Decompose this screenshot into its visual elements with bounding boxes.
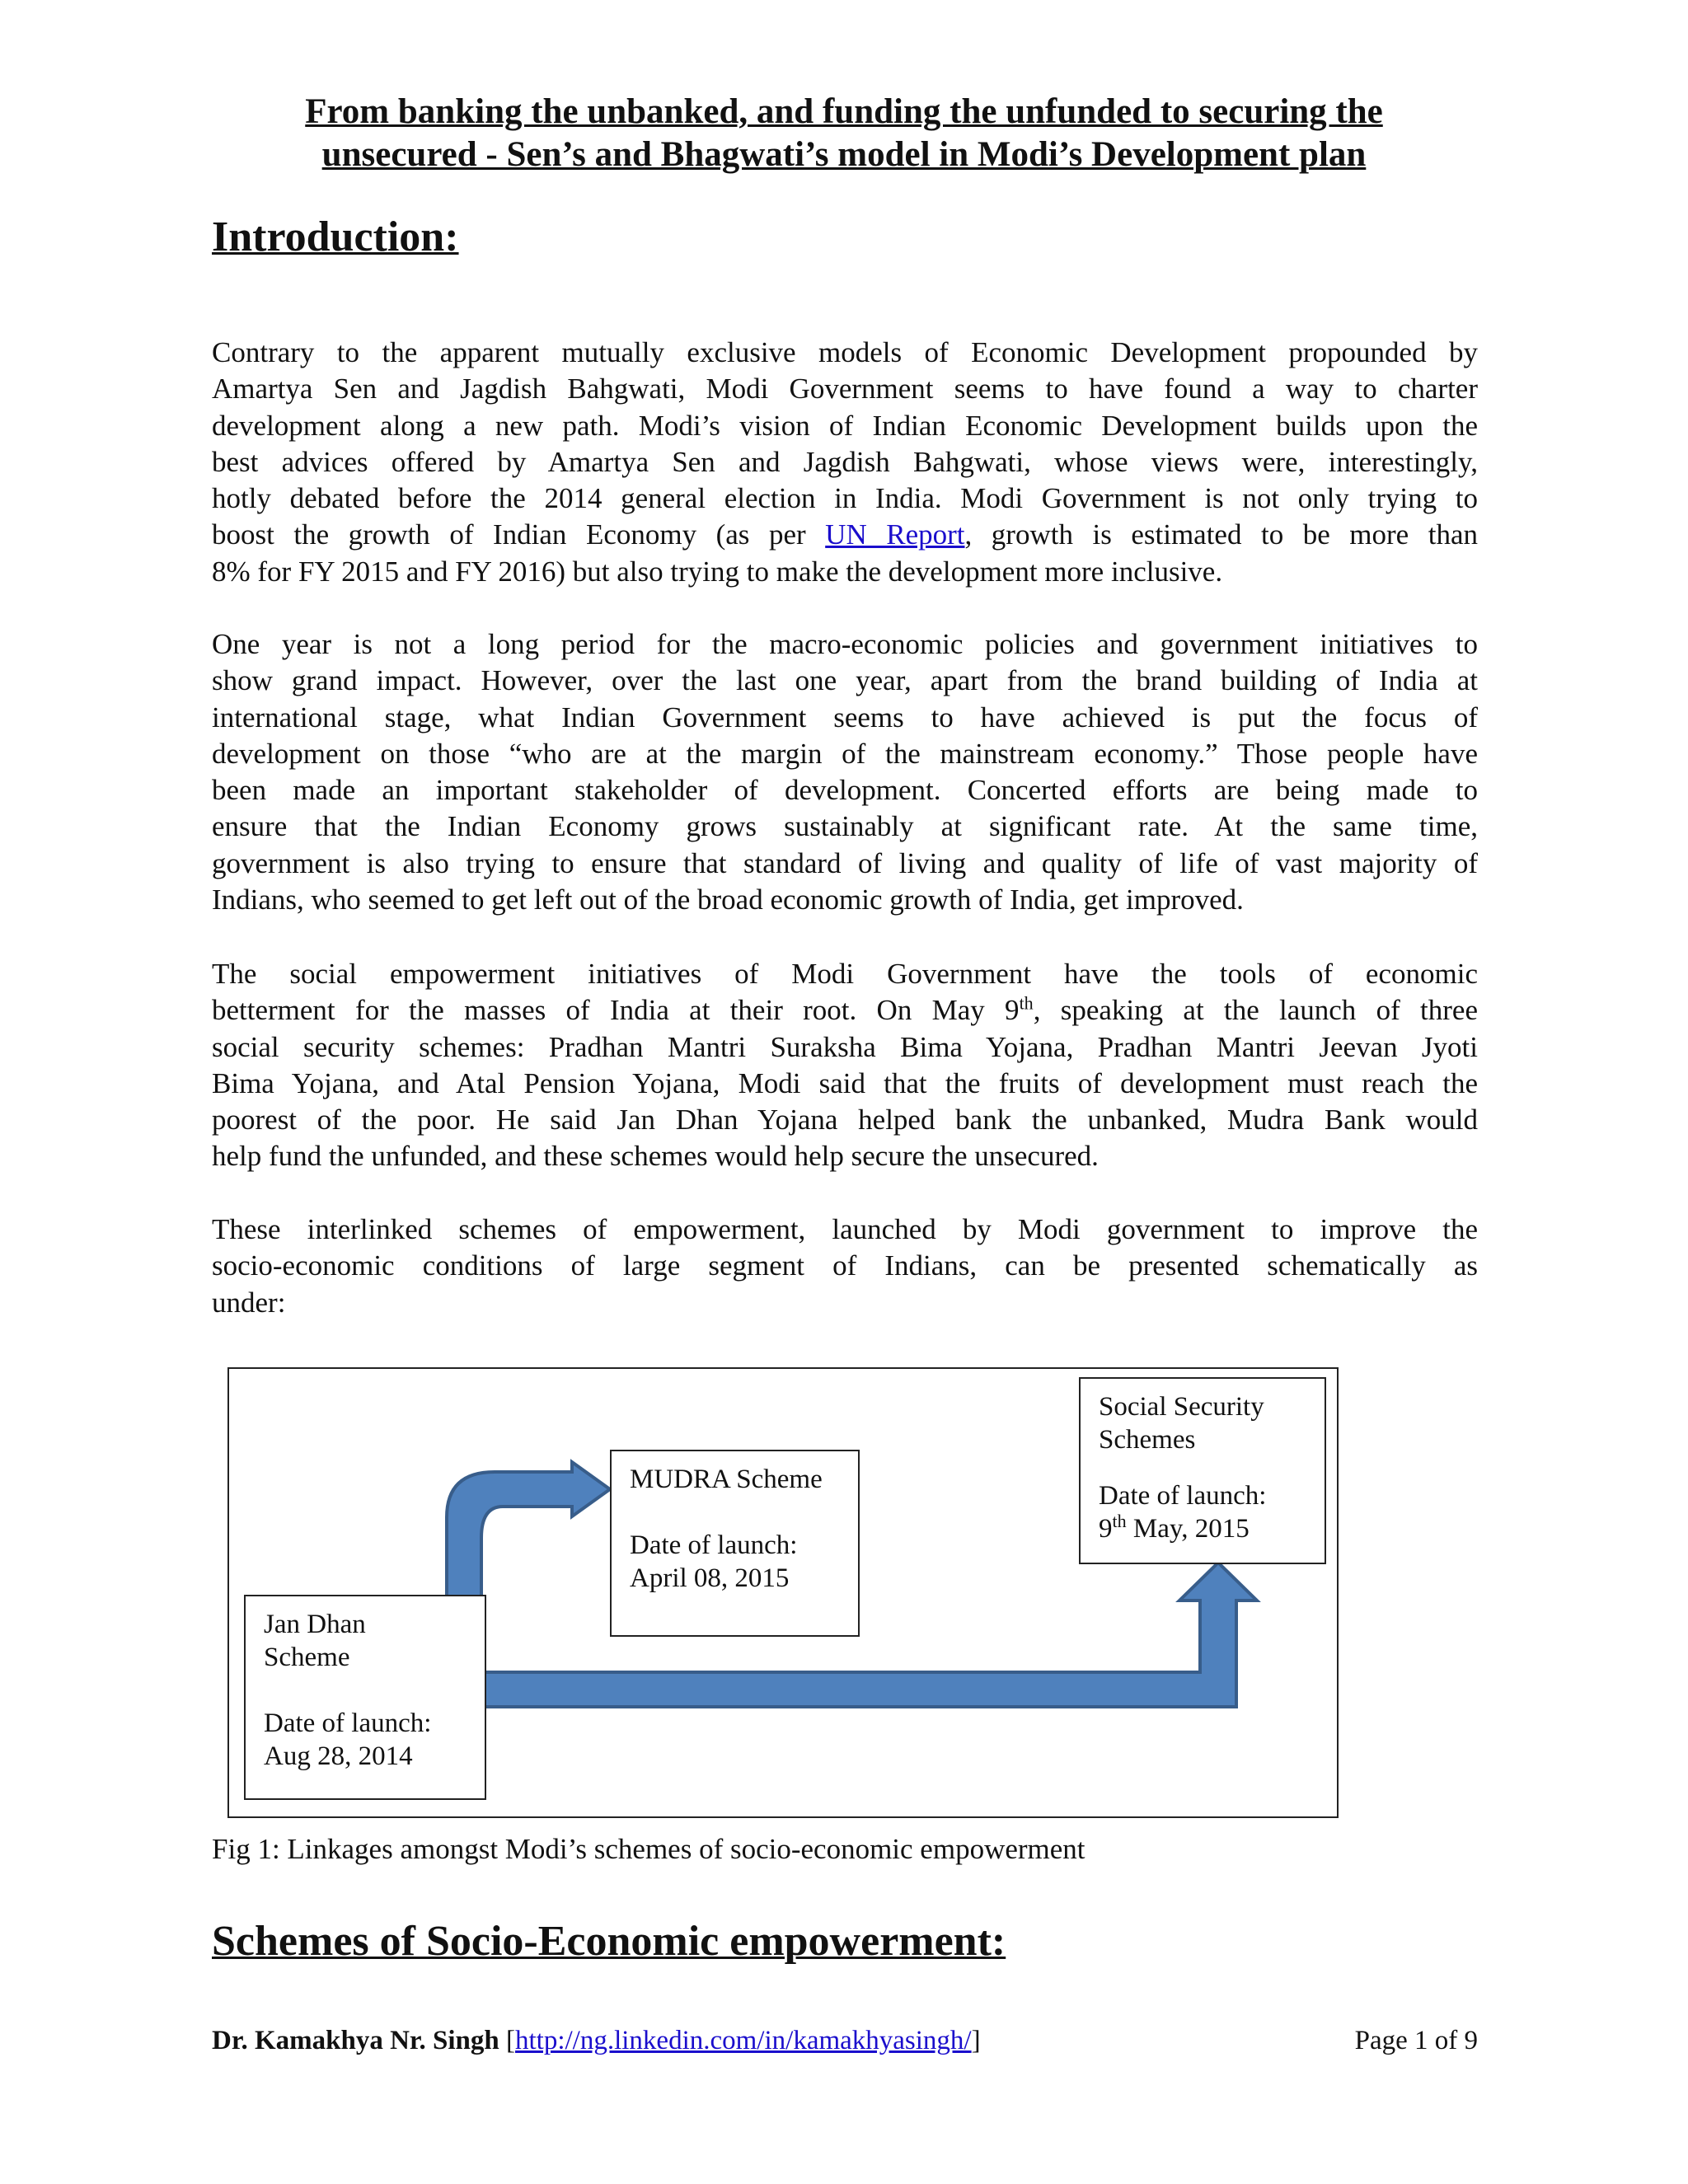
text-line: socio-economic conditions of large segment of Indians, can be presented schematically as [212, 1249, 1478, 1282]
text-line: ensure that the Indian Economy grows sustainably at significant rate. At the same time, [212, 810, 1478, 843]
text-span: boost the growth of Indian Economy (as per [212, 518, 826, 551]
text-line: Contrary to the apparent mutually exclusive models of Economic Development propounded by [212, 336, 1478, 368]
text-line [212, 517, 1478, 553]
paragraph-4 [212, 1212, 1478, 1321]
social-security-box [1079, 1377, 1326, 1564]
text-line: hotly debated before the 2014 general election in India. Modi Government is not only trying to [212, 482, 1478, 515]
text-line: 8% for FY 2015 and FY 2016) but also trying to make the development more inclusive. [212, 555, 1223, 588]
text-line: poorest of the poor. He said Jan Dhan Yojana helped bank the unbanked, Mudra Bank would [212, 1104, 1478, 1137]
text-line: international stage, what Indian Government seems to have achieved is put the focus of [212, 701, 1478, 733]
introduction-heading: Introduction: [212, 213, 459, 260]
footer-author-line [212, 2026, 981, 2056]
text-span: betterment for the masses of India at their root. On May 9 [212, 994, 1020, 1027]
text-line: show grand impact. However, over the last one year, apart from the brand building of India at [212, 664, 1478, 697]
figure-caption: Fig 1: Linkages amongst Modi’s schemes of socio-economic empowerment [212, 1833, 1085, 1865]
mudra-name: MUDRA Scheme [630, 1465, 823, 1494]
social-security-name: Schemes [1099, 1425, 1196, 1455]
bracket: [ [506, 2026, 515, 2055]
title-line-1: From banking the unbanked, and funding the unfunded to securing the [305, 92, 1383, 131]
text-span: , growth is estimated to be more than [964, 518, 1478, 551]
paragraph-1 [212, 335, 1478, 590]
text-line: development along a new path. Modi’s vision of Indian Economic Development builds upon the [212, 409, 1478, 442]
date-label: Date of launch: [264, 1708, 432, 1738]
text-line: Indians, who seemed to get left out of the broad economic growth of India, get improved. [212, 883, 1244, 916]
text-span: , speaking at the launch of three [1033, 994, 1478, 1027]
jan-dhan-name: Scheme [264, 1643, 350, 1672]
linkedin-link[interactable]: http://ng.linkedin.com/in/kamakhyasingh/ [515, 2026, 972, 2055]
document-title [165, 91, 1523, 176]
paragraph-3 [212, 956, 1478, 1175]
launch-date [1099, 1512, 1306, 1545]
curved-arrow-jan-dhan-to-mudra [447, 1462, 610, 1598]
text-line [212, 992, 1478, 1029]
launch-date: Aug 28, 2014 [264, 1741, 413, 1771]
superscript: th [1112, 1511, 1127, 1531]
page-footer [212, 2026, 1478, 2056]
date-day: 9 [1099, 1514, 1113, 1544]
date-label: Date of launch: [1099, 1481, 1267, 1511]
jan-dhan-name: Jan Dhan [264, 1610, 366, 1639]
text-line: government is also trying to ensure that standard of living and quality of life of vast majority of [212, 846, 1478, 879]
superscript: th [1019, 992, 1034, 1014]
text-line: Bima Yojana, and Atal Pension Yojana, Modi said that the fruits of development must reach the [212, 1066, 1478, 1099]
bracket: ] [971, 2026, 981, 2055]
text-line: been made an important stakeholder of development. Concerted efforts are being made to [212, 774, 1478, 807]
author-name: Dr. Kamakhya Nr. Singh [212, 2026, 499, 2055]
bent-arrow-jan-dhan-to-social-security [485, 1563, 1257, 1707]
text-line: under: [212, 1286, 286, 1319]
page-number: Page 1 of 9 [1354, 2026, 1478, 2055]
jan-dhan-box [244, 1595, 486, 1800]
text-line: development on those “who are at the margin of the mainstream economy.” Those people have [212, 737, 1478, 770]
un-report-link[interactable]: UN Report [825, 518, 965, 551]
launch-date: April 08, 2015 [630, 1563, 790, 1593]
mudra-box [610, 1450, 860, 1637]
text-line: The social empowerment initiatives of Modi Government have the tools of economic [212, 958, 1478, 990]
social-security-name: Social Security [1099, 1392, 1264, 1422]
paragraph-2 [212, 626, 1478, 918]
date-rest: May, 2015 [1126, 1514, 1250, 1544]
text-line: These interlinked schemes of empowerment, launched by Modi government to improve the [212, 1213, 1478, 1245]
text-line: Amartya Sen and Jagdish Bahgwati, Modi Government seems to have found a way to charter [212, 373, 1478, 405]
text-line: best advices offered by Amartya Sen and Jagdish Bahgwati, whose views were, interestingly, [212, 445, 1478, 478]
scheme-linkage-diagram [227, 1367, 1339, 1818]
text-line: help fund the unfunded, and these schemes would help secure the unsecured. [212, 1140, 1099, 1173]
text-line: social security schemes: Pradhan Mantri Suraksha Bima Yojana, Pradhan Mantri Jeevan Jyoti [212, 1030, 1478, 1063]
date-label: Date of launch: [630, 1530, 798, 1560]
title-line-2: unsecured - Sen’s and Bhagwati’s model in Modi’s Development plan [321, 135, 1367, 174]
schemes-heading: Schemes of Socio-Economic empowerment: [212, 1918, 1006, 1965]
text-line: One year is not a long period for the macro-economic policies and government initiatives to [212, 628, 1478, 660]
